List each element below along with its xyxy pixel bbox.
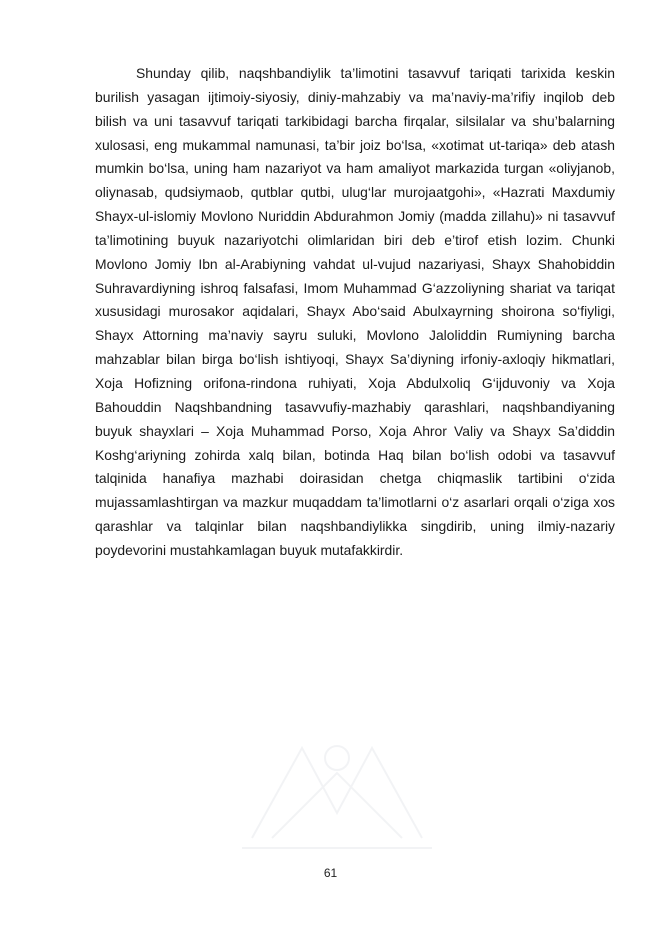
watermark-emblem-icon <box>232 718 442 868</box>
body-paragraph: Shunday qilib, naqshbandiylik ta’limotini tasavvuf tariqati tarixida keskin burilish yasagan ijtimoiy-siyosiy, diniy-mahzabiy va ma’naviy-ma’rifiy inqilob deb bilish va uni tasavvuf tariqati tarkibidagi barcha firqalar, silsilalar va shu’balarning xulosasi, eng mukammal namunasi, ta’bir joiz bo‘lsa, «xotimat ut-tariqa» deb atash mumkin bo‘lsa, uning ham nazariyot va ham amaliyot markazida turgan «oliyjanob, oliynasab, qudsiymaob, qutblar qutbi, ulug‘lar murojaatgohi», «Hazrati Maxdumiy Shayx-ul-islomiy Movlono Nuriddin Abdurahmon Jomiy (madda zillahu)» ni tasavvuf ta’limotining buyuk nazariyotchi olimlaridan biri deb e’tirof etish lozim. Chunki Movlono Jomiy Ibn al-Arabiyning vahdat ul-vujud nazariyasi, Shayx Shahobiddin Suhravardiyning ishroq falsafasi, Imom Muhammad G‘azzoliyning shariat va tariqat xususidagi murosakor aqidalari, Shayx Abo‘said Abulxayrning shoirona so‘fiyligi, Shayx Attorning ma’naviy sayru suluki, Movlono Jaloliddin Rumiyning barcha mahzablar bilan birga bo‘lish ishtiyoqi, Shayx Sa’diyning irfoniy-axloqiy hikmatlari, Xoja Hofizning orifona-rindona ruhiyati, Xoja Abdulxoliq G‘ijduvoniy va Xoja Bahouddin Naqshbandning tasavvufiy-mazhabiy qarashlari, naqshbandiyaning buyuk shayxlari – Xoja Muhammad Porso, Xoja Ahror Valiy va Shayx Sa’diddin Koshg‘ariyning zohirda xalq bilan, botinda Haq bilan bo‘lish odobi va tasavvuf talqinida hanafiya mazhabi doirasidan chetga chiqmaslik tartibini o‘zida mujassamlashtirgan va mazkur muqaddam ta’limotlarni o‘z asarlari orqali o‘ziga xos qarashlar va talqinlar bilan naqshbandiylikka singdirib, uning ilmiy-nazariy poydevorini mustahkamlagan buyuk mutafakkirdir. <box>95 65 615 558</box>
page-number: 61 <box>323 866 338 880</box>
